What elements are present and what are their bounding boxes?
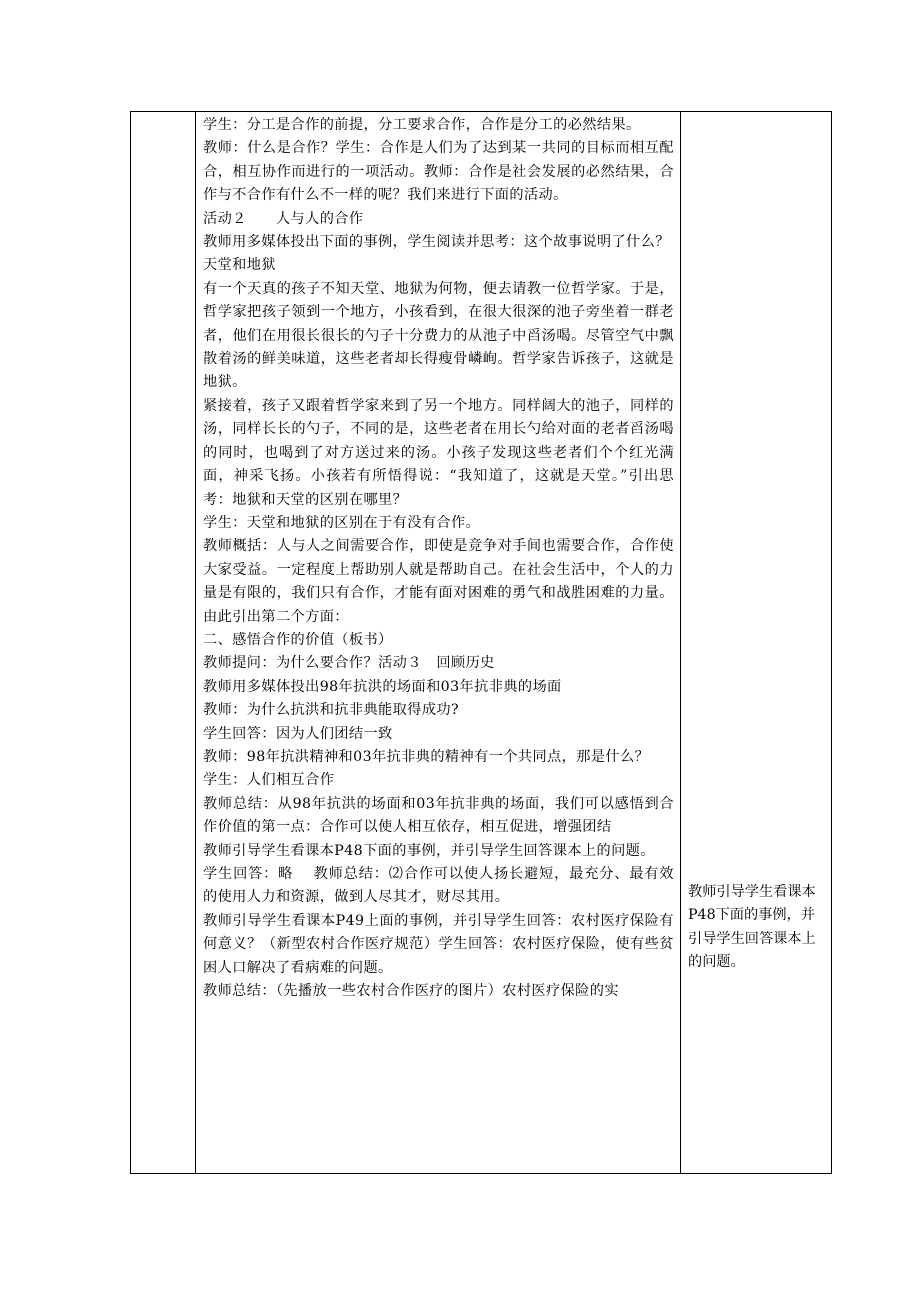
paragraph: 教师：为什么抗洪和抗非典能取得成功? — [203, 702, 459, 719]
paragraph: 教师总结：（先播放一些农村合作医疗的图片）农村医疗保险的实 — [203, 983, 619, 1000]
paragraph: 教师概括：人与人之间需要合作，即使是竞争对手间也需要合作，合作使大家受益。一定程度上帮助别人就是帮助自己。在社会生活中，个人的力量是有限的，我们只有合作，才能有面对困难的勇气和战胜困难的力量。由此引出第二个方面： — [203, 538, 674, 625]
paragraph: 教师总结：从98年抗洪的场面和03年抗非典的场面，我们可以感悟到合作价值的第一点：合作可以使人相互依存，相互促进，增强团结 — [203, 795, 674, 836]
paragraph: 教师用多媒体投出下面的事例，学生阅读并思考：这个故事说明了什么？ — [203, 234, 670, 251]
paragraph: 紧接着，孩子又跟着哲学家来到了另一个地方。同样阔大的池子，同样的汤，同样长长的勺子，不同的是，这些老者在用长勺给对面的老者舀汤喝的同时，也喝到了对方送过来的汤。小孩子发现这些老者们个个红光满面，神采飞扬。小孩若有所悟得说：“我知道了，这就是天堂。”引出思考：地狱和天堂的区别在哪里？ — [203, 397, 674, 508]
main-content-cell — [196, 112, 681, 1174]
paragraph: 教师引导学生看课本P49上面的事例，并引导学生回答：农村医疗保险有何意义？（新型农村合作医疗规范）学生回答：农村医疗保险，使有些贫困人口解决了看病难的问题。 — [203, 912, 674, 976]
paragraph: 学生回答：略 教师总结：⑵合作可以使人扬长避短，最充分、最有效的使用人力和资源，做到人尽其才，财尽其用。 — [203, 866, 674, 906]
left-column-cell — [131, 112, 196, 1174]
paragraph: 学生：人们相互合作 — [203, 772, 335, 789]
paragraph: 活动２ 人与人的合作 — [203, 210, 364, 227]
paragraph: 二、感悟合作的价值（板书） — [203, 631, 393, 648]
side-note-block — [681, 881, 831, 975]
paragraph: 天堂和地狱 — [203, 257, 276, 274]
paragraph: 教师提问：为什么要合作？活动３ 回顾历史 — [203, 655, 495, 672]
paragraph: 教师用多媒体投出98年抗洪的场面和03年抗非典的场面 — [203, 678, 562, 695]
paragraph: 教师引导学生看课本P48下面的事例，并引导学生回答课本上的问题。 — [203, 842, 655, 859]
paragraph: 有一个天真的孩子不知天堂、地狱为何物，便去请教一位哲学家。于是，哲学家把孩子领到一个地方，小孩看到，在很大很深的池子旁坐着一群老者，他们在用很长很长的勺子十分费力的从池子中舀汤喝。尽管空气中飘散着汤的鲜美味道，这些老者却长得瘦骨嶙峋。哲学家告诉孩子，这就是地狱。 — [203, 280, 674, 391]
lesson-table — [130, 111, 832, 1174]
paragraph: 教师：98年抗洪精神和03年抗非典的精神有一个共同点，那是什么？ — [203, 748, 650, 765]
paragraph: 教师：什么是合作？学生：合作是人们为了达到某一共同的目标而相互配合，相互协作而进行的一项活动。教师：合作是社会发展的必然结果，合作与不合作有什么不一样的呢？我们来进行下面的活动。 — [203, 140, 674, 204]
paragraph: 学生回答：因为人们团结一致 — [203, 725, 393, 742]
paragraph: 学生：分工是合作的前提，分工要求合作，合作是分工的必然结果。 — [203, 117, 641, 133]
main-content — [196, 112, 680, 1003]
side-note-cell — [681, 112, 832, 1174]
table-row — [131, 112, 832, 1174]
side-note: 教师引导学生看课本P48下面的事例，并引导学生回答课本上的问题。 — [688, 884, 816, 971]
side-note-wrapper — [681, 112, 831, 1173]
paragraph: 学生：天堂和地狱的区别在于有没有合作。 — [203, 514, 481, 531]
